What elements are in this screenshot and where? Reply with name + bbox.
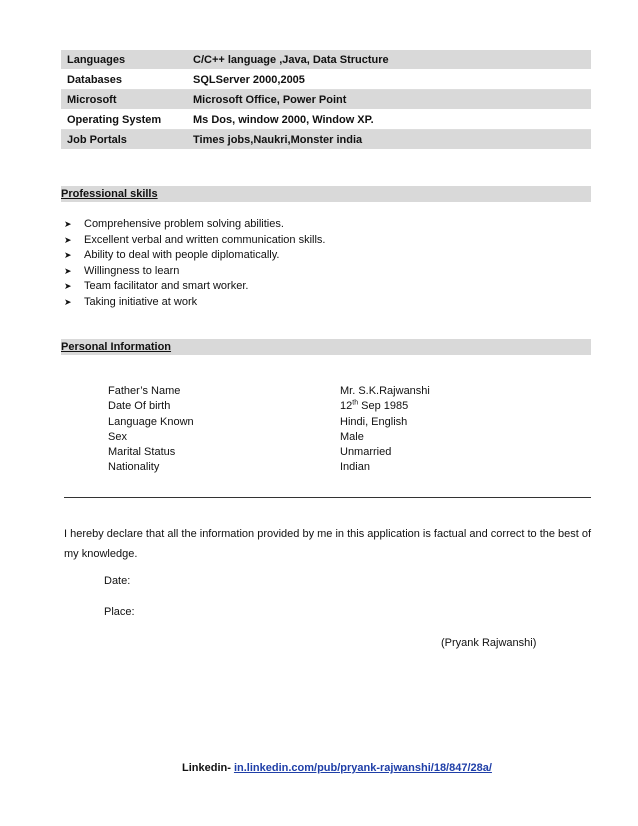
arrow-bullet-icon: ➤ [64,265,72,276]
info-value: Indian [340,461,370,474]
info-row [108,430,430,445]
arrow-bullet-icon: ➤ [64,219,72,229]
professional-skills-heading: Professional skills [61,186,591,202]
table-row [61,110,591,130]
info-value: Male [340,430,364,443]
row-value: Times jobs,Naukri,Monster india [193,133,363,146]
row-value: Microsoft Office, Power Point [193,93,347,106]
arrow-bullet-icon: ➤ [64,250,72,260]
declaration-text: I hereby declare that all the information provided by me in this application is factual and correct to the best of my knowledge. [64,528,592,560]
info-value: Unmarried [340,446,392,459]
info-label: Nationality [108,461,160,474]
info-value: 12th Sep 1985 [340,399,409,413]
info-label: Marital Status [108,446,176,459]
row-label: Microsoft [67,93,117,106]
list-item: ➤ Taking initiative at work [64,295,326,311]
linkedin-footer [182,762,492,774]
info-value: Mr. S.K.Rajwanshi [340,385,430,397]
date-label: Date: [104,575,131,587]
linkedin-link[interactable]: in.linkedin.com/pub/pryank-rajwanshi/18/847/28a/ [233,762,492,774]
table-row [61,130,591,150]
row-label: Operating System [67,113,162,126]
info-label: Father’s Name [108,385,181,397]
list-item: ➤ Team facilitator and smart worker. [64,279,326,295]
info-label: Sex [108,430,127,443]
info-row [108,445,430,460]
arrow-bullet-icon: ➤ [64,281,72,291]
arrow-bullet-icon: ➤ [64,234,72,245]
arrow-bullet-icon: ➤ [64,296,72,307]
info-row [108,384,430,399]
linkedin-label: Linkedin- [182,762,234,774]
skills-table [61,50,591,150]
table-row [61,50,591,70]
info-row [108,399,430,414]
row-label: Languages [67,53,126,66]
place-label: Place: [104,606,135,618]
divider [64,497,591,498]
row-value: Ms Dos, window 2000, Window XP. [193,113,374,126]
row-label: Databases [67,73,123,86]
table-row [61,90,591,110]
table-row [61,70,591,90]
info-label: Language Known [108,415,194,428]
row-value: SQLServer 2000,2005 [193,73,305,86]
professional-skills-list [64,217,326,310]
info-row [108,460,430,475]
info-row [108,415,430,430]
list-item: ➤ Comprehensive problem solving abilities. [64,217,326,233]
signature: (Pryank Rajwanshi) [441,637,537,649]
list-item: ➤ Ability to deal with people diplomatically. [64,248,326,264]
row-value: C/C++ language ,Java, Data Structure [193,53,389,66]
personal-information-heading: Personal Information [61,339,591,355]
row-label: Job Portals [67,133,127,146]
info-value: Hindi, English [340,415,408,428]
info-label: Date Of birth [108,400,171,413]
personal-info-list [108,384,430,476]
list-item: ➤ Excellent verbal and written communication skills. [64,233,326,249]
list-item: ➤ Willingness to learn [64,264,326,280]
